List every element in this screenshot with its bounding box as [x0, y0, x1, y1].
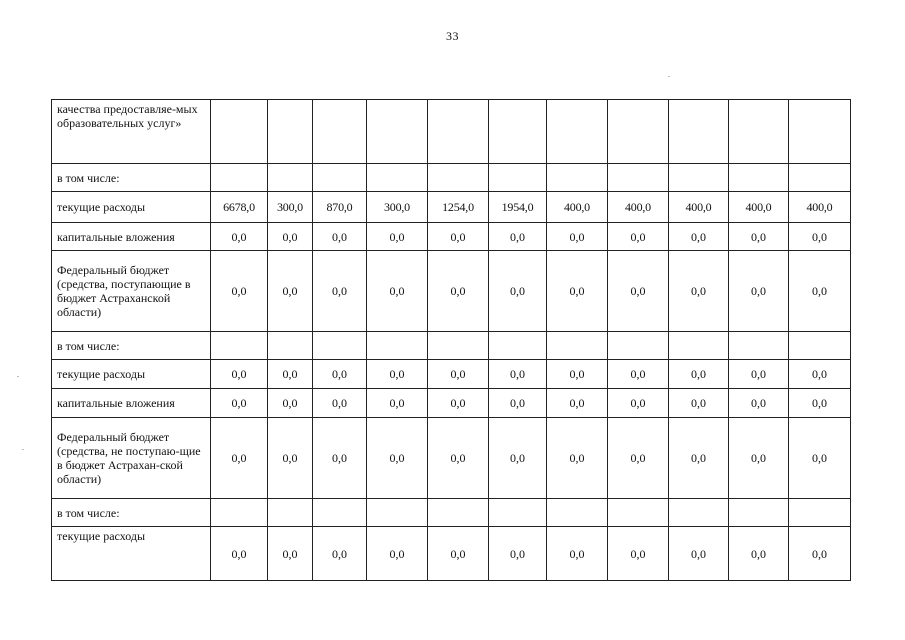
value-cell	[729, 499, 789, 527]
value-cell: 0,0	[489, 223, 547, 251]
value-cell: 0,0	[268, 251, 313, 332]
value-cell: 0,0	[669, 418, 729, 499]
value-cell: 0,0	[547, 360, 608, 389]
value-cell: 0,0	[669, 527, 729, 581]
value-cell: 0,0	[367, 418, 428, 499]
value-cell	[729, 100, 789, 164]
row-label: в том числе:	[52, 499, 211, 527]
scan-mark	[17, 376, 19, 377]
value-cell: 0,0	[547, 418, 608, 499]
value-cell: 0,0	[211, 251, 268, 332]
page-number: 33	[446, 29, 459, 43]
value-cell	[489, 164, 547, 192]
value-cell	[669, 100, 729, 164]
value-cell	[547, 164, 608, 192]
value-cell: 1954,0	[489, 192, 547, 223]
table-row	[52, 499, 851, 527]
value-cell	[428, 332, 489, 360]
budget-table	[51, 99, 851, 581]
table-row	[52, 332, 851, 360]
value-cell: 0,0	[367, 389, 428, 418]
value-cell	[669, 332, 729, 360]
value-cell	[547, 100, 608, 164]
value-cell	[268, 100, 313, 164]
value-cell	[729, 164, 789, 192]
value-cell: 0,0	[313, 223, 367, 251]
value-cell: 0,0	[729, 389, 789, 418]
value-cell: 300,0	[268, 192, 313, 223]
scan-mark	[668, 76, 670, 77]
value-cell: 0,0	[211, 360, 268, 389]
value-cell	[313, 499, 367, 527]
value-cell	[669, 164, 729, 192]
value-cell: 0,0	[547, 223, 608, 251]
value-cell	[789, 499, 851, 527]
value-cell	[367, 164, 428, 192]
table-row	[52, 100, 851, 164]
value-cell	[313, 332, 367, 360]
value-cell: 0,0	[729, 360, 789, 389]
value-cell: 0,0	[729, 223, 789, 251]
value-cell	[789, 164, 851, 192]
value-cell: 0,0	[211, 527, 268, 581]
value-cell: 0,0	[547, 389, 608, 418]
value-cell: 0,0	[313, 527, 367, 581]
value-cell: 0,0	[489, 360, 547, 389]
value-cell: 0,0	[789, 360, 851, 389]
table-row	[52, 192, 851, 223]
row-label: качества предоставляе-мых образовательных услуг»	[52, 100, 211, 164]
value-cell	[608, 100, 669, 164]
value-cell: 0,0	[729, 527, 789, 581]
row-label: капитальные вложения	[52, 389, 211, 418]
value-cell: 0,0	[789, 389, 851, 418]
value-cell	[367, 332, 428, 360]
value-cell: 0,0	[547, 527, 608, 581]
value-cell	[268, 332, 313, 360]
value-cell	[789, 100, 851, 164]
value-cell: 0,0	[211, 389, 268, 418]
value-cell	[367, 100, 428, 164]
value-cell: 0,0	[608, 389, 669, 418]
value-cell: 0,0	[669, 360, 729, 389]
value-cell: 0,0	[313, 360, 367, 389]
value-cell: 1254,0	[428, 192, 489, 223]
value-cell	[211, 332, 268, 360]
row-label: текущие расходы	[52, 192, 211, 223]
value-cell: 0,0	[211, 418, 268, 499]
value-cell	[211, 100, 268, 164]
value-cell: 0,0	[428, 527, 489, 581]
value-cell: 400,0	[547, 192, 608, 223]
value-cell	[211, 164, 268, 192]
value-cell	[729, 332, 789, 360]
value-cell: 0,0	[789, 223, 851, 251]
value-cell: 0,0	[313, 389, 367, 418]
value-cell	[547, 499, 608, 527]
value-cell	[608, 499, 669, 527]
table-row	[52, 251, 851, 332]
value-cell	[669, 499, 729, 527]
scan-mark	[22, 449, 24, 450]
value-cell: 0,0	[268, 360, 313, 389]
value-cell: 0,0	[313, 251, 367, 332]
value-cell	[547, 332, 608, 360]
table-row	[52, 223, 851, 251]
value-cell	[789, 332, 851, 360]
value-cell	[313, 100, 367, 164]
value-cell: 0,0	[367, 360, 428, 389]
value-cell: 0,0	[608, 223, 669, 251]
value-cell: 0,0	[428, 389, 489, 418]
value-cell	[268, 499, 313, 527]
value-cell: 0,0	[489, 418, 547, 499]
value-cell	[608, 164, 669, 192]
value-cell: 0,0	[428, 251, 489, 332]
table-row	[52, 389, 851, 418]
value-cell: 0,0	[669, 389, 729, 418]
value-cell: 0,0	[313, 418, 367, 499]
value-cell: 0,0	[608, 527, 669, 581]
value-cell: 0,0	[729, 251, 789, 332]
value-cell	[367, 499, 428, 527]
value-cell: 0,0	[608, 418, 669, 499]
value-cell	[428, 100, 489, 164]
value-cell: 6678,0	[211, 192, 268, 223]
value-cell: 0,0	[428, 223, 489, 251]
value-cell: 0,0	[669, 223, 729, 251]
value-cell: 0,0	[268, 223, 313, 251]
value-cell: 400,0	[729, 192, 789, 223]
value-cell: 0,0	[367, 251, 428, 332]
row-label: в том числе:	[52, 332, 211, 360]
value-cell: 0,0	[268, 389, 313, 418]
row-label: текущие расходы	[52, 360, 211, 389]
budget-table-body	[52, 100, 851, 581]
value-cell: 0,0	[211, 223, 268, 251]
row-label: текущие расходы	[52, 527, 211, 581]
value-cell: 0,0	[729, 418, 789, 499]
value-cell	[489, 100, 547, 164]
value-cell	[211, 499, 268, 527]
value-cell: 0,0	[608, 360, 669, 389]
table-row	[52, 418, 851, 499]
value-cell	[428, 499, 489, 527]
value-cell	[268, 164, 313, 192]
table-row	[52, 360, 851, 389]
table-row	[52, 164, 851, 192]
value-cell: 0,0	[547, 251, 608, 332]
value-cell: 400,0	[669, 192, 729, 223]
value-cell: 0,0	[428, 418, 489, 499]
value-cell: 0,0	[489, 389, 547, 418]
value-cell	[313, 164, 367, 192]
value-cell: 0,0	[608, 251, 669, 332]
value-cell	[608, 332, 669, 360]
value-cell: 400,0	[608, 192, 669, 223]
value-cell: 400,0	[789, 192, 851, 223]
value-cell: 870,0	[313, 192, 367, 223]
value-cell: 0,0	[669, 251, 729, 332]
value-cell: 0,0	[789, 418, 851, 499]
row-label: Федеральный бюджет (средства, не поступаю-щие в бюджет Астрахан-ской области)	[52, 418, 211, 499]
row-label: капитальные вложения	[52, 223, 211, 251]
value-cell: 0,0	[367, 527, 428, 581]
value-cell	[489, 499, 547, 527]
value-cell: 0,0	[268, 418, 313, 499]
value-cell: 0,0	[489, 527, 547, 581]
value-cell	[428, 164, 489, 192]
value-cell: 300,0	[367, 192, 428, 223]
table-row	[52, 527, 851, 581]
row-label: Федеральный бюджет (средства, поступающие в бюджет Астраханской области)	[52, 251, 211, 332]
value-cell: 0,0	[789, 527, 851, 581]
value-cell	[489, 332, 547, 360]
value-cell: 0,0	[367, 223, 428, 251]
row-label: в том числе:	[52, 164, 211, 192]
value-cell: 0,0	[489, 251, 547, 332]
value-cell: 0,0	[268, 527, 313, 581]
value-cell: 0,0	[789, 251, 851, 332]
value-cell: 0,0	[428, 360, 489, 389]
